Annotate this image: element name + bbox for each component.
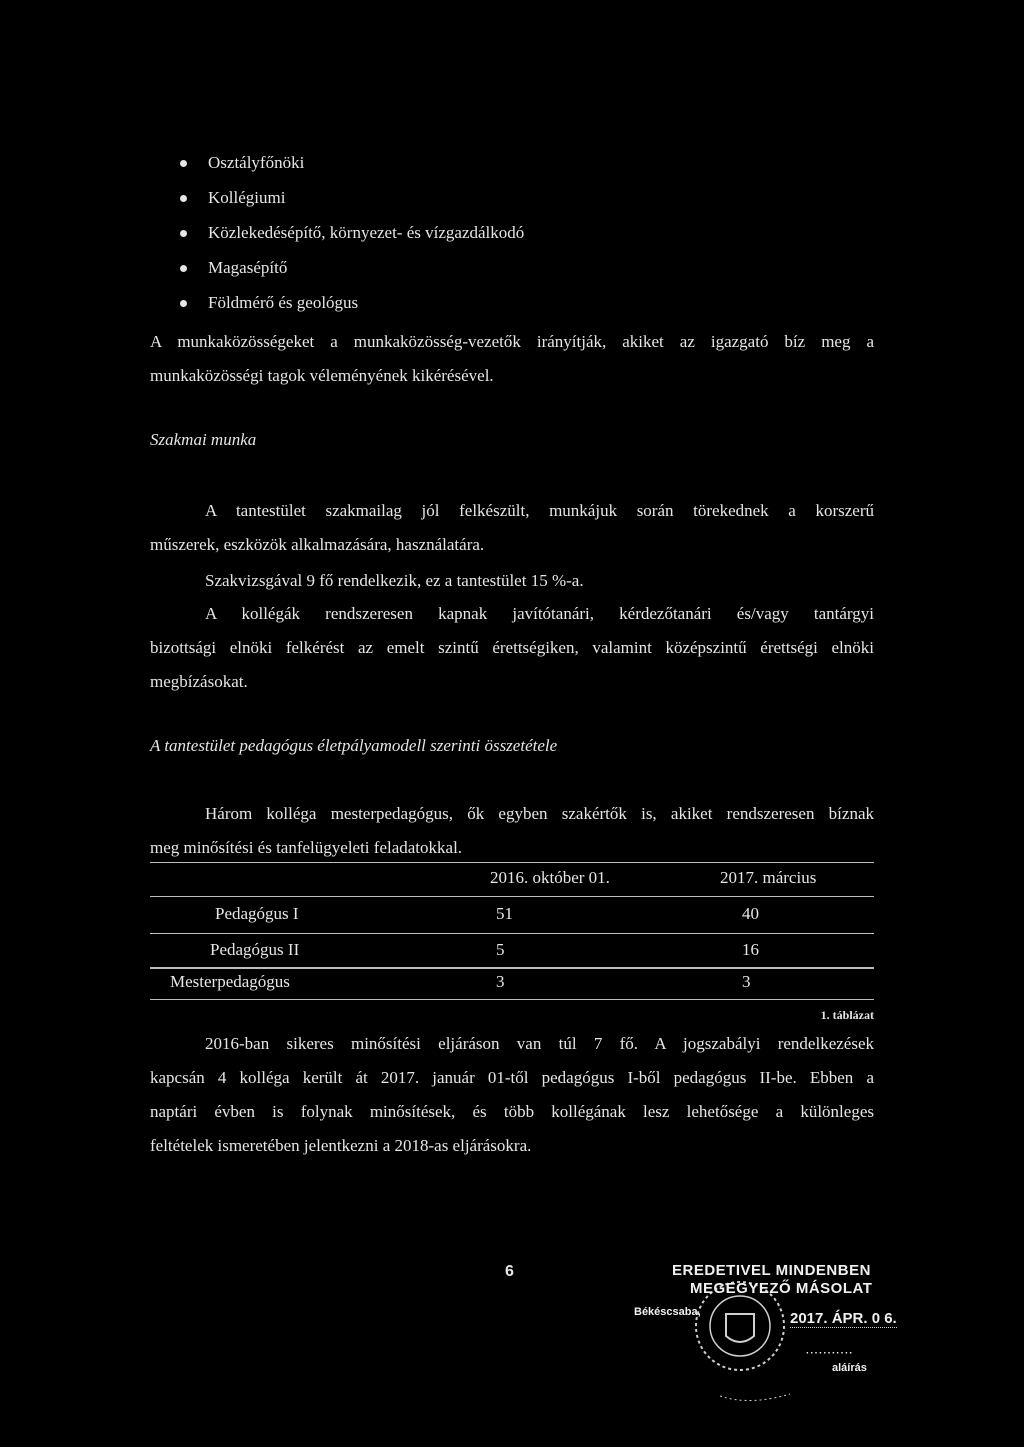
p2016-paragraph-line3: naptári évben is folynak minősítések, és több kollégának lesz lehetősége a különleges [150, 1102, 874, 1121]
table-header-2017: 2017. március [720, 868, 817, 887]
intro-paragraph-line2: munkaközösségi tagok véleményének kikérésével. [150, 366, 494, 385]
list-item-text: Kollégiumi [208, 188, 286, 207]
table-rule [150, 896, 874, 897]
table-row-label: Pedagógus II [210, 940, 300, 959]
kollegak-paragraph-line2: bizottsági elnöki felkérést az emelt szintű érettségiken, valamint középszintű érettségi elnöki [150, 638, 874, 657]
stamp-date: 2017. ÁPR. 0 6. [790, 1310, 897, 1327]
intro-paragraph-line1: A munkaközösségeket a munkaközösség-vezetők irányítják, akiket az igazgató bíz meg a [150, 332, 874, 351]
list-item [178, 185, 524, 220]
p2016-paragraph-line1: 2016-ban sikeres minősítési eljáráson van túl 7 fő. A jogszabályi rendelkezések [205, 1034, 874, 1053]
table-cell: 40 [742, 904, 759, 923]
stamp-signature-label: aláírás [832, 1362, 867, 1374]
table-row-label: Mesterpedagógus [170, 972, 290, 991]
list-item-text: Közlekedésépítő, környezet- és vízgazdálkodó [208, 223, 525, 242]
stamp-place: Békéscsaba, [634, 1306, 701, 1318]
section-heading-szakmai: Szakmai munka [150, 430, 257, 449]
table-rule [150, 967, 874, 969]
table-rule [150, 862, 874, 863]
p2016-paragraph-line4: feltételek ismeretében jelentkezni a 2018-as eljárásokra. [150, 1136, 532, 1155]
list-item [178, 255, 524, 290]
stamp-line2: MEGEGYEZŐ MÁSOLAT [690, 1280, 873, 1297]
table-cell: 3 [496, 972, 505, 991]
bullet-dot-icon [180, 195, 187, 202]
page-number: 6 [505, 1263, 514, 1280]
table-header-2016: 2016. október 01. [490, 868, 610, 887]
bullet-dot-icon [180, 265, 187, 272]
stamp-line1: EREDETIVEL MINDENBEN [672, 1262, 871, 1279]
list-item [178, 150, 524, 185]
table-cell: 51 [496, 904, 513, 923]
bullet-dot-icon [180, 160, 187, 167]
list-item-text: Magasépítő [208, 258, 288, 277]
section-heading-eletpalya: A tantestület pedagógus életpályamodell szerinti összetétele [150, 736, 558, 755]
table-cell: 16 [742, 940, 759, 959]
stamp-signature-line: ··········· [806, 1348, 854, 1359]
harom-paragraph-line1: Három kolléga mesterpedagógus, ők egyben szakértők is, akiket rendszeresen bíznak [205, 804, 874, 823]
kollegak-paragraph-line3: megbízásokat. [150, 672, 248, 691]
p2016-paragraph-line2: kapcsán 4 kolléga került át 2017. január 01-től pedagógus I-ből pedagógus II-be. Ebben a [150, 1068, 874, 1087]
szakvizsga-paragraph: Szakvizsgával 9 fő rendelkezik, ez a tantestület 15 %-a. [205, 571, 584, 590]
table-rule [150, 933, 874, 934]
bullet-list [178, 150, 524, 325]
bullet-dot-icon [180, 230, 187, 237]
list-item [178, 220, 524, 255]
table-caption: 1. táblázat [820, 1008, 874, 1022]
table-cell: 3 [742, 972, 751, 991]
bullet-dot-icon [180, 300, 187, 307]
list-item [178, 290, 524, 325]
kollegak-paragraph-line1: A kollégák rendszeresen kapnak javítótanári, kérdezőtanári és/vagy tantárgyi [205, 604, 874, 623]
table-row-label: Pedagógus I [215, 904, 299, 923]
certification-stamp [630, 1256, 900, 1416]
szakmai-paragraph-line1: A tantestület szakmailag jól felkészült, munkájuk során törekednek a korszerű [205, 501, 874, 520]
table-rule [150, 999, 874, 1000]
list-item-text: Osztályfőnöki [208, 153, 305, 172]
list-item-text: Földmérő és geológus [208, 293, 359, 312]
harom-paragraph-line2: meg minősítési és tanfelügyeleti feladatokkal. [150, 838, 463, 857]
szakmai-paragraph-line2: műszerek, eszközök alkalmazására, használatára. [150, 535, 485, 554]
table-cell: 5 [496, 940, 505, 959]
